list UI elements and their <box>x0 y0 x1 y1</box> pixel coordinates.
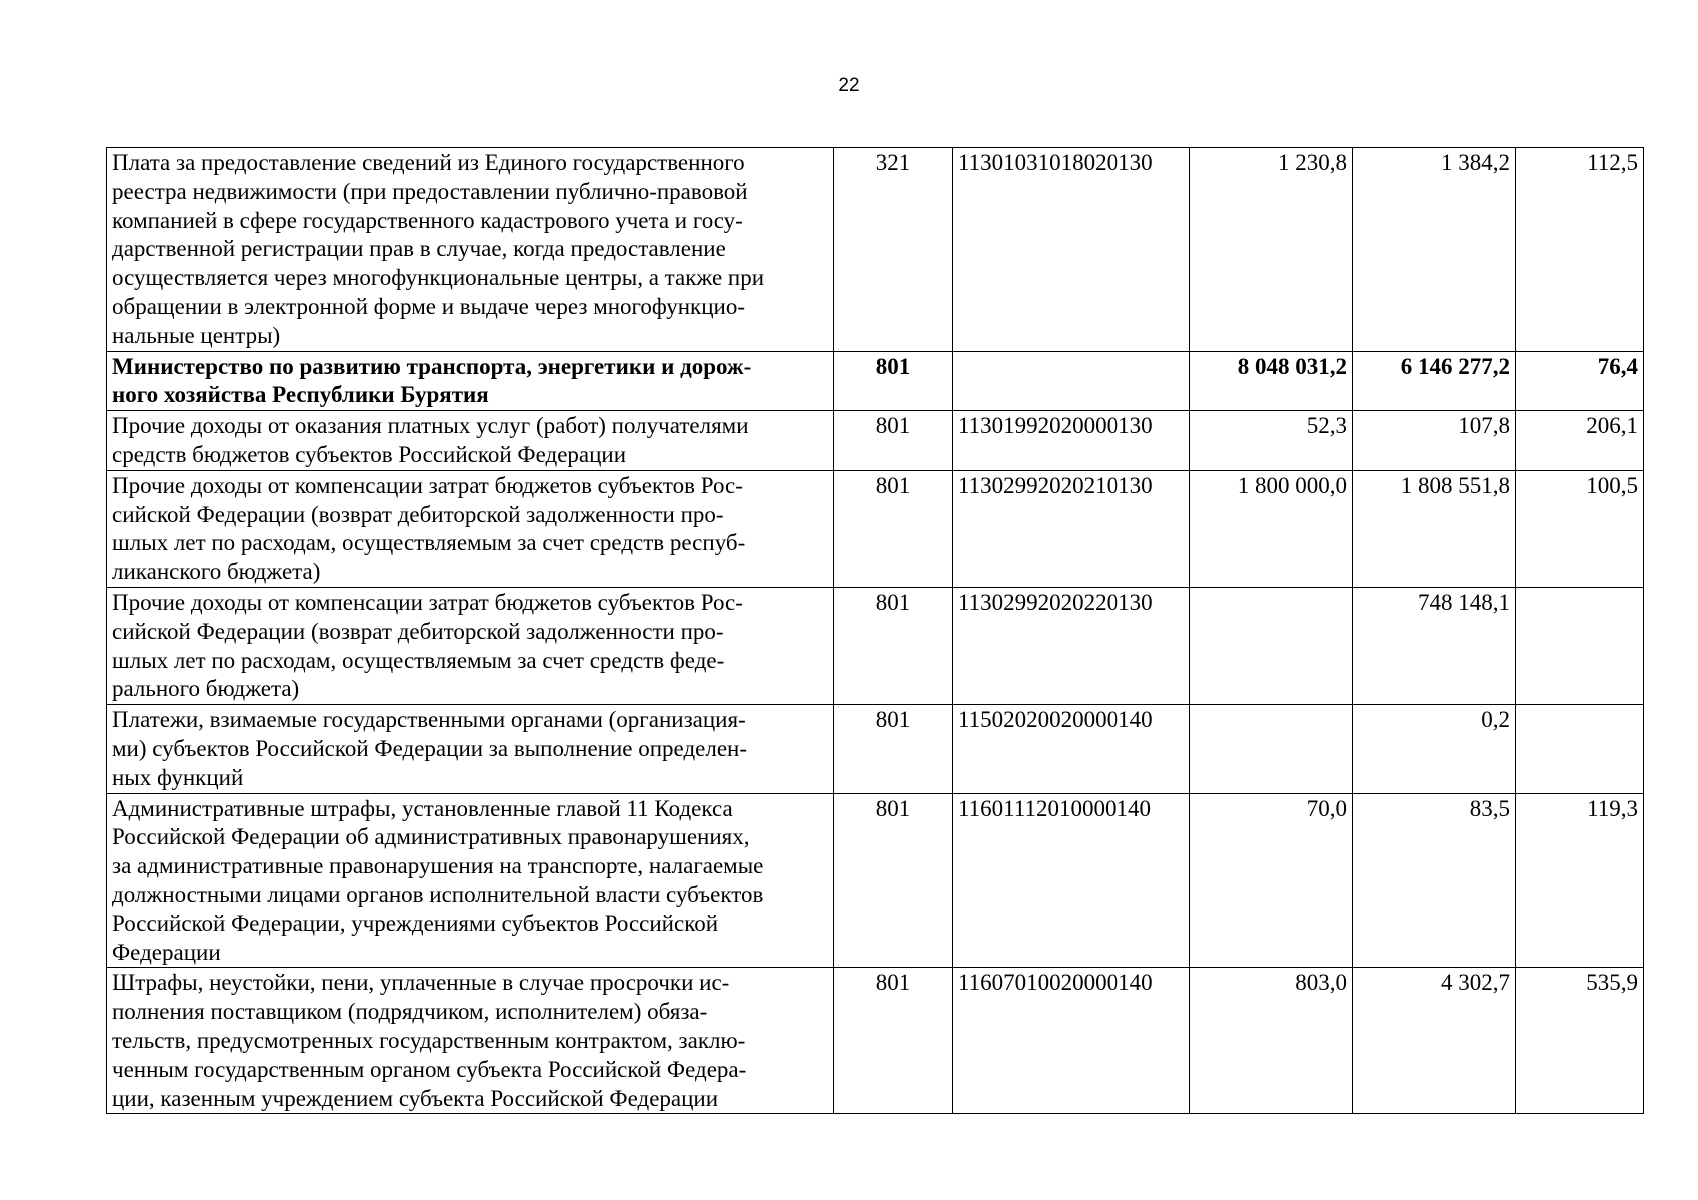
plan-value-cell: 1 230,8 <box>1190 148 1353 352</box>
revenue-name-line: ченным государственным органом субъекта Российской Федера- <box>112 1056 747 1082</box>
revenue-name-cell <box>107 793 834 968</box>
budget-code-cell: 11301992020000130 <box>953 411 1190 471</box>
percent-cell: 100,5 <box>1516 470 1644 587</box>
plan-value-cell <box>1190 705 1353 793</box>
revenue-name-cell <box>107 148 834 352</box>
admin-code-cell: 801 <box>834 793 953 968</box>
actual-value-cell: 748 148,1 <box>1353 587 1516 704</box>
revenue-name-line: средств бюджетов субъектов Российской Федерации <box>112 441 627 467</box>
revenue-name-line: Российской Федерации об административных правонарушениях, <box>112 824 750 850</box>
revenue-name-line: нальные центры) <box>112 322 281 348</box>
admin-code-cell: 321 <box>834 148 953 352</box>
revenue-name-line: осуществляется через многофункциональные центры, а также при <box>112 265 765 291</box>
revenue-name-line: компанией в сфере государственного кадастрового учета и госу- <box>112 207 743 233</box>
revenue-name-line: ми) субъектов Российской Федерации за выполнение определен- <box>112 735 748 761</box>
revenue-name-line: Федерации <box>112 939 221 965</box>
table-row <box>107 705 1644 793</box>
table-row <box>107 587 1644 704</box>
revenue-name-line: Штрафы, неустойки, пени, уплаченные в случае просрочки ис- <box>112 970 730 996</box>
revenue-name-cell <box>107 411 834 471</box>
revenue-name-line: полнения поставщиком (подрядчиком, исполнителем) обяза- <box>112 999 708 1025</box>
revenue-name-line: Прочие доходы от компенсации затрат бюджетов субъектов Рос- <box>112 472 743 498</box>
plan-value-cell <box>1190 587 1353 704</box>
revenue-name-line: Плата за предоставление сведений из Единого государственного <box>112 150 745 175</box>
revenue-name-line: шлых лет по расходам, осуществляемым за счет средств респуб- <box>112 530 746 556</box>
budget-code-cell: 11601112010000140 <box>953 793 1190 968</box>
revenue-name-cell <box>107 705 834 793</box>
revenue-name-cell <box>107 470 834 587</box>
plan-value-cell: 8 048 031,2 <box>1190 351 1353 411</box>
table-body <box>107 148 1644 1114</box>
revenue-name-line: Платежи, взимаемые государственными органами (организация- <box>112 707 746 733</box>
revenue-name-cell <box>107 587 834 704</box>
revenue-name-line: должностными лицами органов исполнительной власти субъектов <box>112 881 764 907</box>
admin-code-cell: 801 <box>834 411 953 471</box>
plan-value-cell: 803,0 <box>1190 968 1353 1114</box>
revenue-name-line: за административные правонарушения на транспорте, налагаемые <box>112 853 764 879</box>
actual-value-cell: 1 384,2 <box>1353 148 1516 352</box>
plan-value-cell: 1 800 000,0 <box>1190 470 1353 587</box>
percent-cell: 112,5 <box>1516 148 1644 352</box>
revenue-name-line: ного хозяйства Республики Бурятия <box>112 382 489 408</box>
budget-code-cell: 11607010020000140 <box>953 968 1190 1114</box>
revenue-name-line: дарственной регистрации прав в случае, когда предоставление <box>112 236 726 262</box>
budget-code-cell: 11301031018020130 <box>953 148 1190 352</box>
actual-value-cell: 0,2 <box>1353 705 1516 793</box>
revenue-name-line: ных функций <box>112 764 244 790</box>
actual-value-cell: 4 302,7 <box>1353 968 1516 1114</box>
budget-code-cell: 11302992020220130 <box>953 587 1190 704</box>
revenue-name-line: Прочие доходы от компенсации затрат бюджетов субъектов Рос- <box>112 589 743 615</box>
plan-value-cell: 52,3 <box>1190 411 1353 471</box>
admin-code-cell: 801 <box>834 968 953 1114</box>
percent-cell: 206,1 <box>1516 411 1644 471</box>
actual-value-cell: 1 808 551,8 <box>1353 470 1516 587</box>
table-row <box>107 148 1644 352</box>
page-number: 22 <box>838 75 860 96</box>
percent-cell: 76,4 <box>1516 351 1644 411</box>
table-row <box>107 968 1644 1114</box>
actual-value-cell: 6 146 277,2 <box>1353 351 1516 411</box>
admin-code-cell: 801 <box>834 470 953 587</box>
revenue-name-line: обращении в электронной форме и выдаче через многофункцио- <box>112 293 746 319</box>
table-row <box>107 470 1644 587</box>
budget-code-cell <box>953 351 1190 411</box>
actual-value-cell: 83,5 <box>1353 793 1516 968</box>
actual-value-cell: 107,8 <box>1353 411 1516 471</box>
revenue-name-line: сийской Федерации (возврат дебиторской задолженности про- <box>112 501 724 527</box>
revenue-name-line: Министерство по развитию транспорта, энергетики и дорож- <box>112 353 752 379</box>
revenue-name-line: Административные штрафы, установленные главой 11 Кодекса <box>112 795 733 821</box>
admin-code-cell: 801 <box>834 705 953 793</box>
plan-value-cell: 70,0 <box>1190 793 1353 968</box>
revenue-table <box>106 147 1644 1114</box>
percent-cell <box>1516 587 1644 704</box>
revenue-name-line: шлых лет по расходам, осуществляемым за счет средств феде- <box>112 647 725 673</box>
table-row <box>107 793 1644 968</box>
revenue-name-cell <box>107 351 834 411</box>
revenue-name-line: Прочие доходы от оказания платных услуг (работ) получателями <box>112 413 749 439</box>
table-row <box>107 351 1644 411</box>
revenue-name-line: Российской Федерации, учреждениями субъектов Российской <box>112 910 719 936</box>
table-row <box>107 411 1644 471</box>
revenue-name-line: тельств, предусмотренных государственным контрактом, заклю- <box>112 1027 746 1053</box>
percent-cell <box>1516 705 1644 793</box>
admin-code-cell: 801 <box>834 351 953 411</box>
percent-cell: 119,3 <box>1516 793 1644 968</box>
budget-code-cell: 11302992020210130 <box>953 470 1190 587</box>
percent-cell: 535,9 <box>1516 968 1644 1114</box>
revenue-name-line: рального бюджета) <box>112 676 300 702</box>
revenue-name-line: реестра недвижимости (при предоставлении публично-правовой <box>112 178 748 204</box>
revenue-name-cell <box>107 968 834 1114</box>
admin-code-cell: 801 <box>834 587 953 704</box>
budget-code-cell: 11502020020000140 <box>953 705 1190 793</box>
revenue-name-line: ции, казенным учреждением субъекта Российской Федерации <box>112 1085 719 1111</box>
revenue-name-line: ликанского бюджета) <box>112 559 321 585</box>
revenue-name-line: сийской Федерации (возврат дебиторской задолженности про- <box>112 618 724 644</box>
